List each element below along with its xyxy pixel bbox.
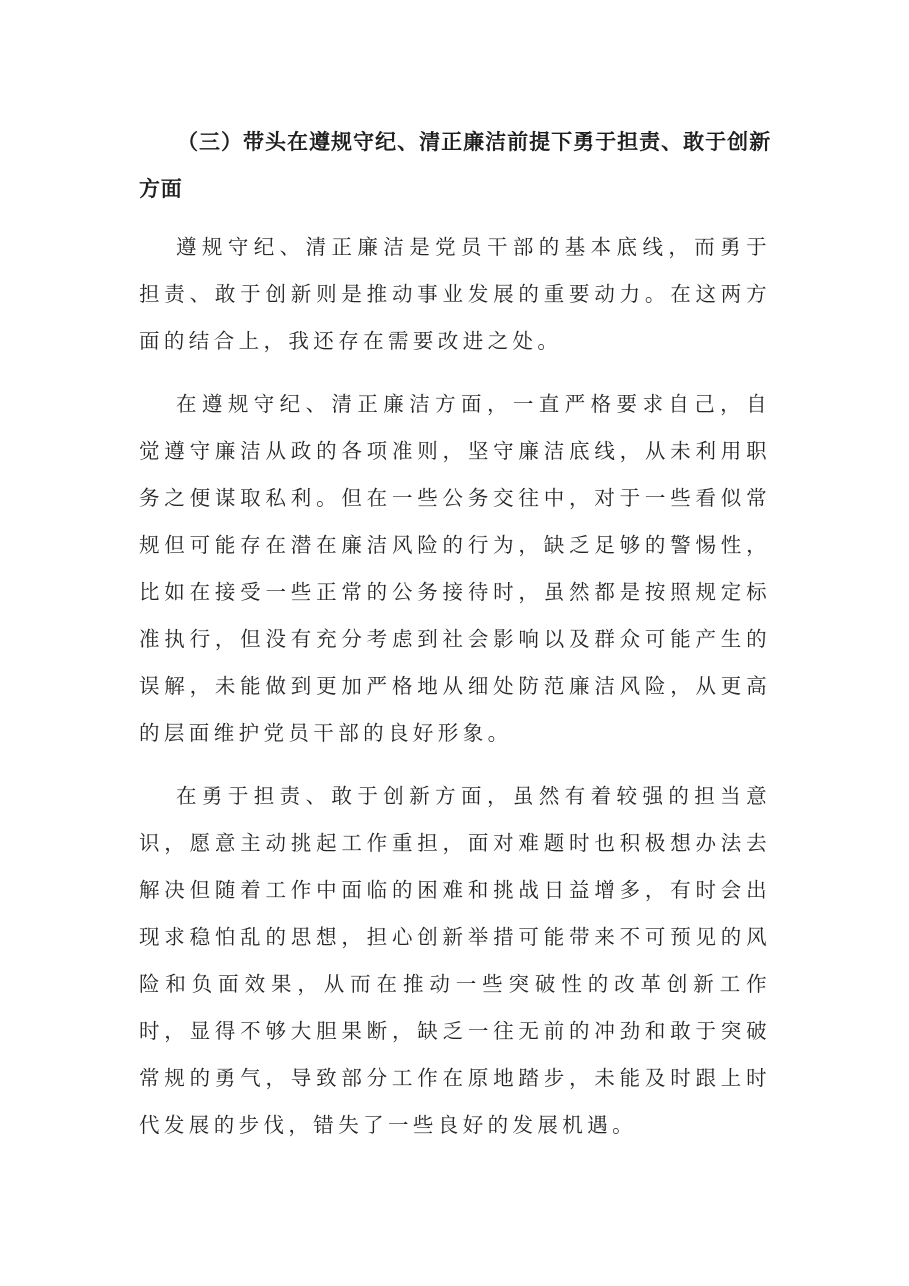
document-body — [139, 119, 771, 1149]
paragraph-integrity: 在遵规守纪、清正廉洁方面，一直严格要求自己，自觉遵守廉洁从政的各项准则，坚守廉洁底线，从未利用职务之便谋取私利。但在一些公务交往中，对于一些看似常规但可能存在潜在廉洁风险的行为，缺乏足够的警惕性，比如在接受一些正常的公务接待时，虽然都是按照规定标准执行，但没有充分考虑到社会影响以及群众可能产生的误解，未能做到更加严格地从细处防范廉洁风险，从更高的层面维护党员干部的良好形象。 — [139, 392, 771, 745]
paragraph-intro: 遵规守纪、清正廉洁是党员干部的基本底线，而勇于担责、敢于创新则是推动事业发展的重要动力。在这两方面的结合上，我还存在需要改进之处。 — [139, 235, 771, 353]
section-heading: （三）带头在遵规守纪、清正廉洁前提下勇于担责、敢于创新方面 — [139, 130, 771, 201]
paragraph-innovation: 在勇于担责、敢于创新方面，虽然有着较强的担当意识，愿意主动挑起工作重担，面对难题时也积极想办法去解决但随着工作中面临的困难和挑战日益增多，有时会出现求稳怕乱的思想，担心创新举措可能带来不可预见的风险和负面效果，从而在推动一些突破性的改革创新工作时，显得不够大胆果断，缺乏一往无前的冲劲和敢于突破常规的勇气，导致部分工作在原地踏步，未能及时跟上时代发展的步伐，错失了一些良好的发展机遇。 — [139, 784, 771, 1137]
